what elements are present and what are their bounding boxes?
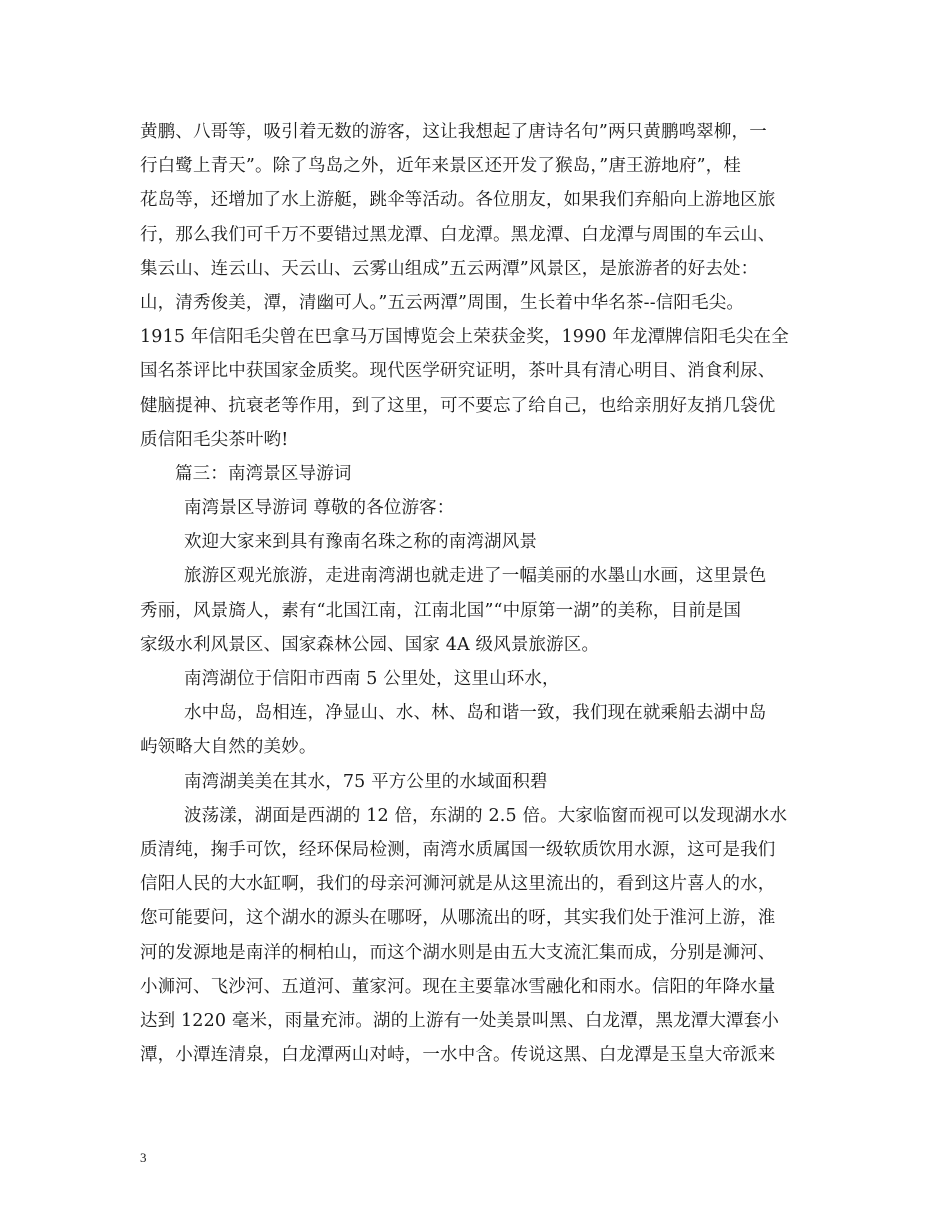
text-line: 国名茶评比中获国家金质奖。现代医学研究证明，茶叶具有清心明目、消食利尿、 bbox=[140, 361, 776, 382]
text-line: 小浉河、飞沙河、五道河、董家河。现在主要靠冰雪融化和雨水。信阳的年降水量 bbox=[140, 976, 776, 997]
text-line: 屿领略大自然的美妙。 bbox=[140, 737, 317, 758]
text-line: 欢迎大家来到具有豫南名珠之称的南湾湖风景 bbox=[184, 532, 537, 553]
body-text bbox=[140, 115, 830, 1072]
text-line: 集云山、连云山、天云山、云雾山组成”五云两潭”风景区，是旅游者的好去处： bbox=[140, 258, 759, 279]
text-line: 信阳人民的大水缸啊，我们的母亲河浉河就是从这里流出的，看到这片喜人的水， bbox=[140, 874, 776, 895]
text-line: 南湾景区导游词 尊敬的各位游客： bbox=[184, 498, 455, 519]
text-line: 健脑提神、抗衰老等作用，到了这里，可不要忘了给自己，也给亲朋好友捎几袋优 bbox=[140, 395, 776, 416]
text-line: 质信阳毛尖茶叶哟! bbox=[140, 429, 289, 450]
text-line: 南湾湖位于信阳市西南 5 公里处，这里山环水， bbox=[184, 669, 560, 689]
section-heading: 篇三：南湾景区导游词 bbox=[175, 463, 352, 484]
text-line: 水中岛，岛相连，净显山、水、林、岛和谐一致，我们现在就乘船去湖中岛 bbox=[184, 703, 767, 724]
text-line: 波荡漾，湖面是西湖的 12 倍，东湖的 2.5 倍。大家临窗而视可以发现湖水水 bbox=[184, 805, 788, 826]
text-line: 质清纯，掬手可饮，经环保局检测，南湾水质属国一级软质饮用水源，这可是我们 bbox=[140, 839, 776, 860]
text-line: 潭，小潭连清泉，白龙潭两山对峙，一水中含。传说这黑、白龙潭是玉皇大帝派来 bbox=[140, 1045, 776, 1066]
text-line: 达到 1220 毫米，雨量充沛。湖的上游有一处美景叫黑、白龙潭，黑龙潭大潭套小 bbox=[140, 1010, 780, 1031]
text-line: 山，清秀俊美，潭，清幽可人。”五云两潭”周围，生长着中华名茶--信阳毛尖。 bbox=[140, 292, 745, 313]
page-number: 3 bbox=[140, 1150, 147, 1165]
text-line: 行白鹭上青天”。除了鸟岛之外，近年来景区还开发了猴岛，”唐王游地府”，桂 bbox=[140, 156, 741, 177]
text-line: 河的发源地是南洋的桐柏山，而这个湖水则是由五大支流汇集而成，分别是浉河、 bbox=[140, 942, 776, 963]
text-line: 您可能要问，这个湖水的源头在哪呀，从哪流出的呀，其实我们处于淮河上游，淮 bbox=[140, 908, 776, 929]
text-line: 1915 年信阳毛尖曾在巴拿马万国博览会上荣获金奖，1990 年龙潭牌信阳毛尖在全 bbox=[140, 327, 789, 348]
text-line: 行，那么我们可千万不要错过黑龙潭、白龙潭。黑龙潭、白龙潭与周围的车云山、 bbox=[140, 224, 776, 245]
text-line: 花岛等，还增加了水上游艇，跳伞等活动。各位朋友，如果我们弃船向上游地区旅 bbox=[140, 190, 776, 211]
text-line: 南湾湖美美在其水，75 平方公里的水域面积碧 bbox=[184, 771, 548, 792]
text-line: 黄鹏、八哥等，吸引着无数的游客，这让我想起了唐诗名句”两只黄鹏鸣翠柳，一 bbox=[140, 122, 767, 142]
text-line: 秀丽，风景旖人，素有“北国江南，江南北国”“中原第一湖”的美称，目前是国 bbox=[140, 600, 742, 621]
text-line: 旅游区观光旅游，走进南湾湖也就走进了一幅美丽的水墨山水画，这里景色 bbox=[184, 566, 767, 587]
text-line: 家级水利风景区、国家森林公园、国家 4A 级风景旅游区。 bbox=[140, 634, 600, 655]
